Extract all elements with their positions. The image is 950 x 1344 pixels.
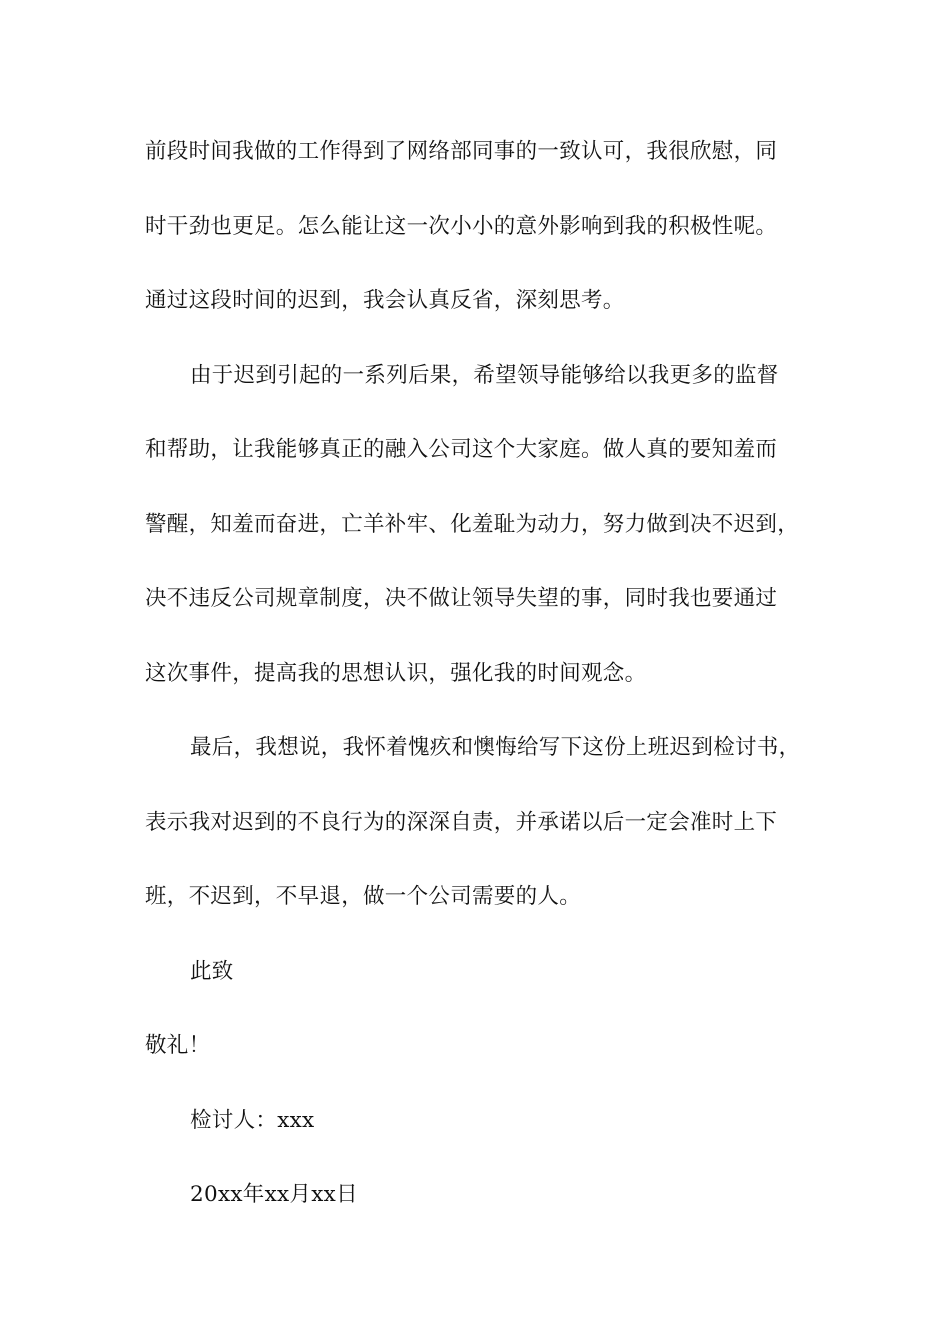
closing-salutation: 此致 [190, 959, 234, 984]
closing-regards: 敬礼！ [145, 1033, 211, 1058]
signature-date: 20xx年xx月xx日 [190, 1182, 358, 1207]
text-line-11: 班，不迟到，不早退，做一个公司需要的人。 [145, 884, 582, 909]
text-line-8: 这次事件，提高我的思想认识，强化我的时间观念。 [145, 661, 647, 686]
paragraph-2-line-1: 由于迟到引起的一系列后果，希望领导能够给以我更多的监督 [190, 363, 779, 388]
paragraph-3-line-1: 最后，我想说，我怀着愧疚和懊悔给写下这份上班迟到检讨书， [190, 735, 801, 760]
text-line-6: 警醒，知羞而奋进，亡羊补牢、化羞耻为动力，努力做到决不迟到， [145, 512, 800, 537]
text-line-10: 表示我对迟到的不良行为的深深自责，并承诺以后一定会准时上下 [145, 810, 778, 835]
text-line-1: 前段时间我做的工作得到了网络部同事的一致认可，我很欣慰，同 [145, 139, 778, 164]
text-line-7: 决不违反公司规章制度，决不做让领导失望的事，同时我也要通过 [145, 586, 778, 611]
text-line-2: 时干劲也更足。怎么能让这一次小小的意外影响到我的积极性呢。 [145, 214, 778, 239]
text-line-5: 和帮助，让我能够真正的融入公司这个大家庭。做人真的要知羞而 [145, 437, 778, 462]
signature-author: 检讨人：xxx [190, 1108, 315, 1133]
text-line-3: 通过这段时间的迟到，我会认真反省，深刻思考。 [145, 288, 625, 313]
